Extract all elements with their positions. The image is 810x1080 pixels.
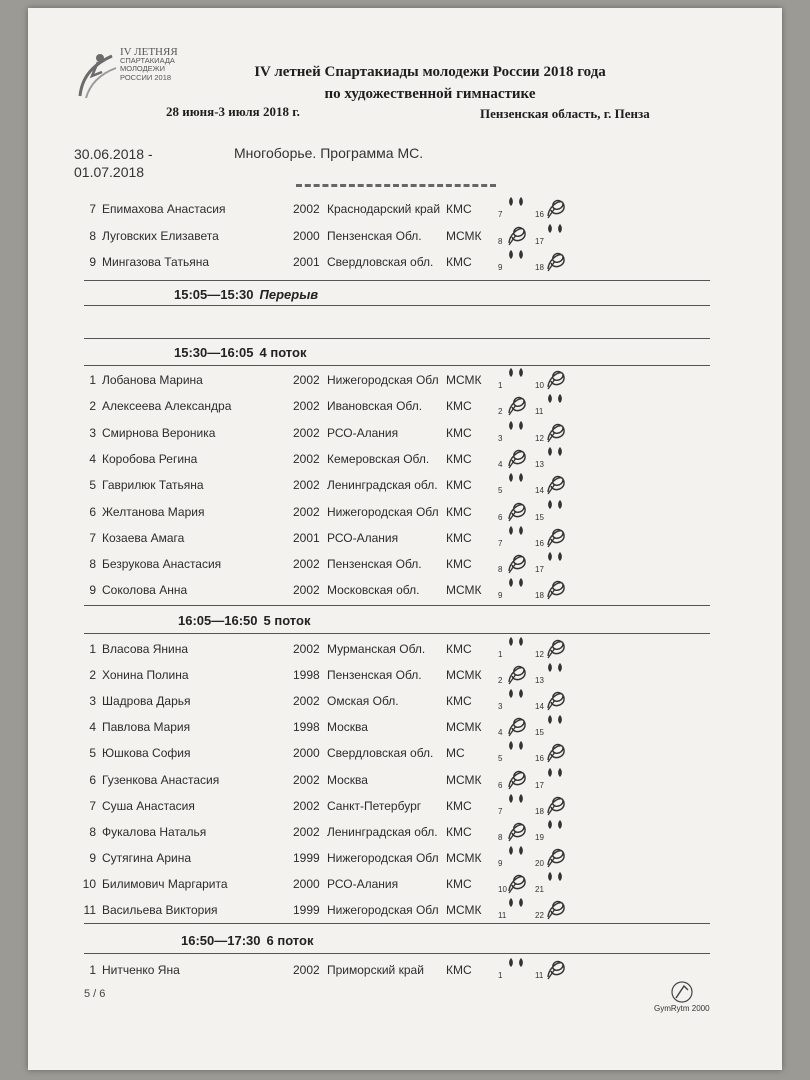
sport-rank: КМС: [446, 504, 472, 519]
clubs-icon: [545, 712, 567, 738]
sport-rank: КМС: [446, 255, 472, 269]
apparatus-order-2: 17: [535, 565, 544, 575]
ribbon-icon: [545, 365, 567, 391]
competition-dates: 28 июня-3 июля 2018 г.: [166, 104, 300, 119]
region: Нижегородская Обл: [327, 504, 439, 519]
cut-off-heading: [296, 180, 496, 188]
birth-year: 2002: [293, 772, 320, 787]
logo-line: РОССИИ 2018: [120, 72, 172, 82]
athlete-name: Смирнова Вероника: [102, 425, 216, 440]
table-row: [0, 499, 754, 523]
region: Нижегородская Обл: [327, 850, 439, 865]
sport-rank: КМС: [446, 963, 472, 977]
sport-rank: МСМК: [446, 720, 482, 735]
apparatus-order-2: 11: [535, 971, 544, 980]
table-row: [0, 223, 754, 247]
page-number: 5 / 6: [84, 988, 106, 1000]
clubs-icon: [506, 791, 528, 817]
athlete-name: Васильева Виктория: [102, 903, 218, 917]
region: Кемеровская Обл.: [327, 451, 430, 466]
section-label: Перерыв: [259, 287, 319, 302]
sport-rank: МС: [446, 746, 465, 761]
apparatus-order-1: 8: [498, 832, 503, 842]
table-row: [0, 819, 754, 843]
table-row: [0, 957, 754, 981]
clubs-icon: [545, 549, 567, 575]
apparatus-order-1: 11: [498, 911, 507, 920]
apparatus-order-1: 9: [498, 263, 503, 272]
table-row: [0, 636, 754, 660]
apparatus-order-1: 5: [498, 486, 503, 496]
table-row: [0, 249, 754, 273]
section-heading: [181, 933, 313, 948]
apparatus-order-1: 2: [498, 676, 503, 686]
athlete-number: 8: [89, 557, 96, 572]
clubs-icon: [506, 247, 528, 273]
region: Ивановская Обл.: [327, 399, 423, 414]
divider-line: [84, 338, 710, 339]
table-row: [0, 551, 754, 575]
sport-rank: МСМК: [446, 228, 482, 243]
sport-rank: МСМК: [446, 903, 482, 917]
region: Москва: [327, 772, 368, 787]
document-subtitle: по художественной гимнастике: [324, 86, 536, 102]
ribbon-icon: [506, 660, 528, 686]
athlete-number: 11: [83, 903, 96, 917]
clubs-icon: [545, 391, 567, 417]
sport-rank: МСМК: [446, 850, 482, 865]
clubs-icon: [545, 497, 567, 523]
athlete-number: 1: [89, 373, 96, 387]
athlete-number: 4: [89, 720, 96, 735]
athlete-name: Суша Анастасия: [102, 798, 195, 813]
ribbon-icon: [545, 523, 567, 549]
athlete-name: Желтанова Мария: [102, 504, 205, 519]
clubs-icon: [506, 686, 528, 712]
athlete-number: 2: [89, 399, 96, 414]
ribbon-icon: [506, 765, 528, 791]
sport-rank: КМС: [446, 876, 472, 891]
section-time: 16:50—17:30: [181, 933, 261, 948]
section-label: 5 поток: [263, 613, 311, 628]
apparatus-order-1: 6: [498, 780, 503, 790]
apparatus-order-2: 17: [535, 236, 544, 246]
clubs-icon: [506, 955, 528, 981]
apparatus-order-2: 19: [535, 832, 544, 842]
athlete-name: Соколова Анна: [102, 583, 188, 598]
region: Санкт-Петербург: [327, 798, 422, 813]
table-row: [0, 446, 754, 470]
athlete-name: Сутягина Арина: [102, 850, 192, 865]
section-time: 15:05—15:30: [174, 287, 254, 302]
table-row: [0, 767, 754, 791]
sport-rank: КМС: [446, 530, 472, 545]
birth-year: 2002: [293, 824, 320, 839]
apparatus-order-1: 4: [498, 459, 503, 469]
athlete-name: Власова Янина: [102, 642, 189, 656]
athlete-name: Козаева Амага: [102, 530, 185, 545]
region: Краснодарский край: [327, 202, 441, 216]
clubs-icon: [545, 660, 567, 686]
ribbon-icon: [545, 575, 567, 601]
table-row: [0, 871, 754, 895]
ribbon-icon: [545, 634, 567, 660]
apparatus-order-2: 20: [535, 858, 544, 868]
clubs-icon: [506, 523, 528, 549]
clubs-icon: [506, 843, 528, 869]
region: Пензенская Обл.: [327, 557, 422, 572]
ribbon-icon: [545, 247, 567, 273]
table-row: [0, 897, 754, 921]
athlete-name: Алексеева Александра: [102, 399, 232, 414]
birth-year: 2002: [293, 373, 320, 387]
region: Мурманская Обл.: [327, 642, 426, 656]
athlete-number: 7: [89, 530, 96, 545]
sport-rank: МСМК: [446, 583, 482, 598]
sport-rank: КМС: [446, 202, 472, 216]
section-label: 6 поток: [266, 933, 314, 948]
region: РСО-Алания: [327, 530, 399, 545]
ribbon-icon: [506, 497, 528, 523]
competition-location: Пензенская область, г. Пенза: [480, 106, 650, 121]
table-row: [0, 577, 754, 601]
apparatus-order-1: 8: [498, 565, 503, 575]
region: Омская Обл.: [327, 694, 399, 709]
apparatus-order-2: 16: [535, 538, 544, 548]
table-row: [0, 393, 754, 417]
athlete-number: 9: [89, 255, 96, 269]
sport-rank: КМС: [446, 824, 472, 839]
logo-line: МОЛОДЕЖИ: [120, 64, 165, 73]
divider-line: [84, 365, 710, 366]
apparatus-order-1: 7: [498, 210, 503, 219]
apparatus-order-1: 6: [498, 512, 503, 522]
table-row: [0, 845, 754, 869]
apparatus-order-1: 1: [498, 971, 503, 980]
clubs-icon: [545, 444, 567, 470]
sport-rank: КМС: [446, 399, 472, 414]
athlete-number: 3: [89, 694, 96, 709]
ribbon-icon: [545, 470, 567, 496]
apparatus-order-1: 7: [498, 806, 503, 816]
birth-year: 2002: [293, 504, 320, 519]
region: Московская обл.: [327, 583, 420, 598]
region: Ленинградская обл.: [327, 824, 438, 839]
ribbon-icon: [545, 418, 567, 444]
apparatus-order-2: 18: [535, 806, 544, 816]
clubs-icon: [545, 817, 567, 843]
table-row: [0, 740, 754, 764]
table-row: [0, 688, 754, 712]
birth-year: 1998: [293, 668, 320, 683]
athlete-name: Хонина Полина: [102, 668, 189, 683]
athlete-name: Мингазова Татьяна: [102, 255, 210, 269]
section-heading: [178, 613, 310, 628]
apparatus-order-1: 1: [498, 381, 503, 390]
athlete-name: Епимахова Анастасия: [102, 202, 226, 216]
section-time: 15:30—16:05: [174, 345, 254, 360]
athlete-name: Нитченко Яна: [102, 963, 180, 977]
table-row: [0, 472, 754, 496]
apparatus-order-2: 14: [535, 702, 544, 712]
athlete-number: 8: [89, 824, 96, 839]
ribbon-icon: [506, 549, 528, 575]
athlete-number: 5: [89, 478, 96, 493]
clubs-icon: [506, 194, 528, 220]
athlete-name: Гаврилюк Татьяна: [102, 478, 204, 493]
ribbon-icon: [506, 712, 528, 738]
apparatus-order-1: 3: [498, 702, 503, 712]
region: Ленинградская обл.: [327, 478, 438, 493]
clubs-icon: [506, 634, 528, 660]
athlete-number: 7: [89, 798, 96, 813]
section-time: 16:05—16:50: [178, 613, 258, 628]
event-date-end: 01.07.2018: [74, 164, 145, 180]
athlete-name: Безрукова Анастасия: [102, 557, 222, 572]
document-title: IV летней Спартакиады молодежи России 2018 года: [254, 64, 606, 80]
apparatus-order-2: 12: [535, 433, 544, 443]
divider-line: [84, 953, 710, 954]
sport-rank: КМС: [446, 478, 472, 493]
apparatus-order-2: 21: [535, 884, 544, 894]
athlete-name: Билимович Маргарита: [102, 876, 228, 891]
region: Пензенская Обл.: [327, 668, 422, 683]
region: Нижегородская Обл: [327, 903, 439, 917]
sport-rank: КМС: [446, 451, 472, 466]
birth-year: 2002: [293, 425, 320, 440]
birth-year: 2002: [293, 202, 320, 216]
apparatus-order-1: 8: [498, 236, 503, 246]
clubs-icon: [506, 895, 528, 921]
athlete-number: 9: [89, 583, 96, 598]
clubs-icon: [545, 765, 567, 791]
athlete-number: 1: [89, 642, 96, 656]
ribbon-icon: [545, 738, 567, 764]
divider-line: [84, 305, 710, 306]
ribbon-icon: [545, 686, 567, 712]
birth-year: 2002: [293, 399, 320, 414]
region: Свердловская обл.: [327, 255, 434, 269]
table-row: [0, 196, 754, 220]
birth-year: 2001: [293, 530, 320, 545]
sport-rank: КМС: [446, 798, 472, 813]
athlete-number: 5: [89, 746, 96, 761]
gymnast-logo-icon: [72, 46, 122, 106]
ribbon-icon: [506, 221, 528, 247]
apparatus-order-1: 4: [498, 728, 503, 738]
ribbon-icon: [506, 869, 528, 895]
athlete-name: Коробова Регина: [102, 451, 198, 466]
birth-year: 1999: [293, 850, 320, 865]
ribbon-icon: [506, 391, 528, 417]
birth-year: 2000: [293, 228, 320, 243]
apparatus-order-1: 9: [498, 591, 503, 601]
apparatus-order-1: 5: [498, 754, 503, 764]
logo-line: IV ЛЕТНЯЯ: [120, 46, 178, 58]
divider-line: [84, 633, 710, 634]
athlete-name: Лобанова Марина: [102, 373, 203, 387]
clubs-icon: [506, 418, 528, 444]
apparatus-order-2: 16: [535, 210, 544, 219]
athlete-number: 1: [89, 963, 96, 977]
athlete-number: 6: [89, 772, 96, 787]
athlete-number: 8: [89, 228, 96, 243]
region: Приморский край: [327, 963, 424, 977]
clubs-icon: [545, 221, 567, 247]
sport-rank: МСМК: [446, 668, 482, 683]
sport-rank: МСМК: [446, 373, 482, 387]
event-date-start: 30.06.2018 -: [74, 146, 153, 162]
clubs-icon: [506, 470, 528, 496]
program-title: Многоборье. Программа МС.: [234, 145, 424, 161]
athlete-name: Юшкова София: [102, 746, 191, 761]
apparatus-order-2: 17: [535, 780, 544, 790]
spartakiad-logo: [72, 46, 202, 106]
birth-year: 2002: [293, 557, 320, 572]
apparatus-order-2: 16: [535, 754, 544, 764]
athlete-name: Фукалова Наталья: [102, 824, 207, 839]
birth-year: 2002: [293, 798, 320, 813]
apparatus-order-2: 15: [535, 728, 544, 738]
ribbon-icon: [545, 895, 567, 921]
apparatus-order-2: 18: [535, 263, 544, 272]
athlete-number: 4: [89, 451, 96, 466]
athlete-number: 6: [89, 504, 96, 519]
region: Свердловская обл.: [327, 746, 434, 761]
table-row: [0, 793, 754, 817]
table-row: [0, 714, 754, 738]
region: РСО-Алания: [327, 425, 399, 440]
athlete-number: 2: [89, 668, 96, 683]
divider-line: [84, 280, 710, 281]
gymrytm-logo-text: GymRytm 2000: [654, 1004, 710, 1013]
ribbon-icon: [545, 955, 567, 981]
birth-year: 2000: [293, 876, 320, 891]
birth-year: 2001: [293, 255, 320, 269]
ribbon-icon: [545, 791, 567, 817]
region: Москва: [327, 720, 368, 735]
apparatus-order-2: 14: [535, 486, 544, 496]
ribbon-icon: [506, 817, 528, 843]
birth-year: 2002: [293, 642, 320, 656]
apparatus-order-1: 3: [498, 433, 503, 443]
athlete-name: Павлова Мария: [102, 720, 191, 735]
sport-rank: МСМК: [446, 772, 482, 787]
birth-year: 2002: [293, 478, 320, 493]
clubs-icon: [506, 575, 528, 601]
table-row: [0, 367, 754, 391]
apparatus-order-2: 13: [535, 676, 544, 686]
apparatus-order-1: 10: [498, 884, 507, 894]
region: Пензенская Обл.: [327, 228, 422, 243]
sport-rank: КМС: [446, 694, 472, 709]
apparatus-order-1: 1: [498, 650, 503, 659]
table-row: [0, 420, 754, 444]
section-heading: [174, 345, 306, 360]
region: Нижегородская Обл: [327, 373, 439, 387]
birth-year: 2002: [293, 694, 320, 709]
apparatus-order-1: 9: [498, 858, 503, 868]
athlete-number: 7: [89, 202, 96, 216]
apparatus-order-2: 22: [535, 911, 544, 920]
athlete-name: Шадрова Дарья: [102, 694, 191, 709]
clubs-icon: [506, 365, 528, 391]
logo-line: СПАРТАКИАДА: [120, 55, 175, 65]
sport-rank: КМС: [446, 425, 472, 440]
ribbon-icon: [545, 843, 567, 869]
birth-year: 2002: [293, 963, 320, 977]
divider-line: [84, 605, 710, 606]
athlete-name: Луговских Елизавета: [102, 228, 219, 243]
clubs-icon: [545, 869, 567, 895]
region: РСО-Алания: [327, 876, 399, 891]
section-heading: [174, 287, 318, 302]
athlete-name: Гузенкова Анастасия: [102, 772, 220, 787]
ribbon-icon: [506, 444, 528, 470]
ribbon-icon: [545, 194, 567, 220]
athlete-number: 10: [82, 876, 96, 891]
apparatus-order-1: 7: [498, 538, 503, 548]
apparatus-order-2: 12: [535, 650, 544, 659]
apparatus-order-2: 13: [535, 459, 544, 469]
birth-year: 1998: [293, 720, 320, 735]
sport-rank: КМС: [446, 642, 472, 656]
birth-year: 2002: [293, 451, 320, 466]
table-row: [0, 525, 754, 549]
apparatus-order-2: 18: [535, 591, 544, 601]
logo-text: [120, 48, 178, 82]
event-dates: [74, 145, 153, 181]
clubs-icon: [506, 738, 528, 764]
apparatus-order-2: 15: [535, 512, 544, 522]
sport-rank: КМС: [446, 557, 472, 572]
birth-year: 2000: [293, 746, 320, 761]
apparatus-order-2: 10: [535, 381, 544, 390]
apparatus-order-2: 11: [535, 407, 544, 417]
divider-line: [84, 923, 710, 924]
table-row: [0, 662, 754, 686]
birth-year: 1999: [293, 903, 320, 917]
athlete-number: 9: [89, 850, 96, 865]
birth-year: 2002: [293, 583, 320, 598]
apparatus-order-1: 2: [498, 407, 503, 417]
athlete-number: 3: [89, 425, 96, 440]
section-label: 4 поток: [259, 345, 307, 360]
